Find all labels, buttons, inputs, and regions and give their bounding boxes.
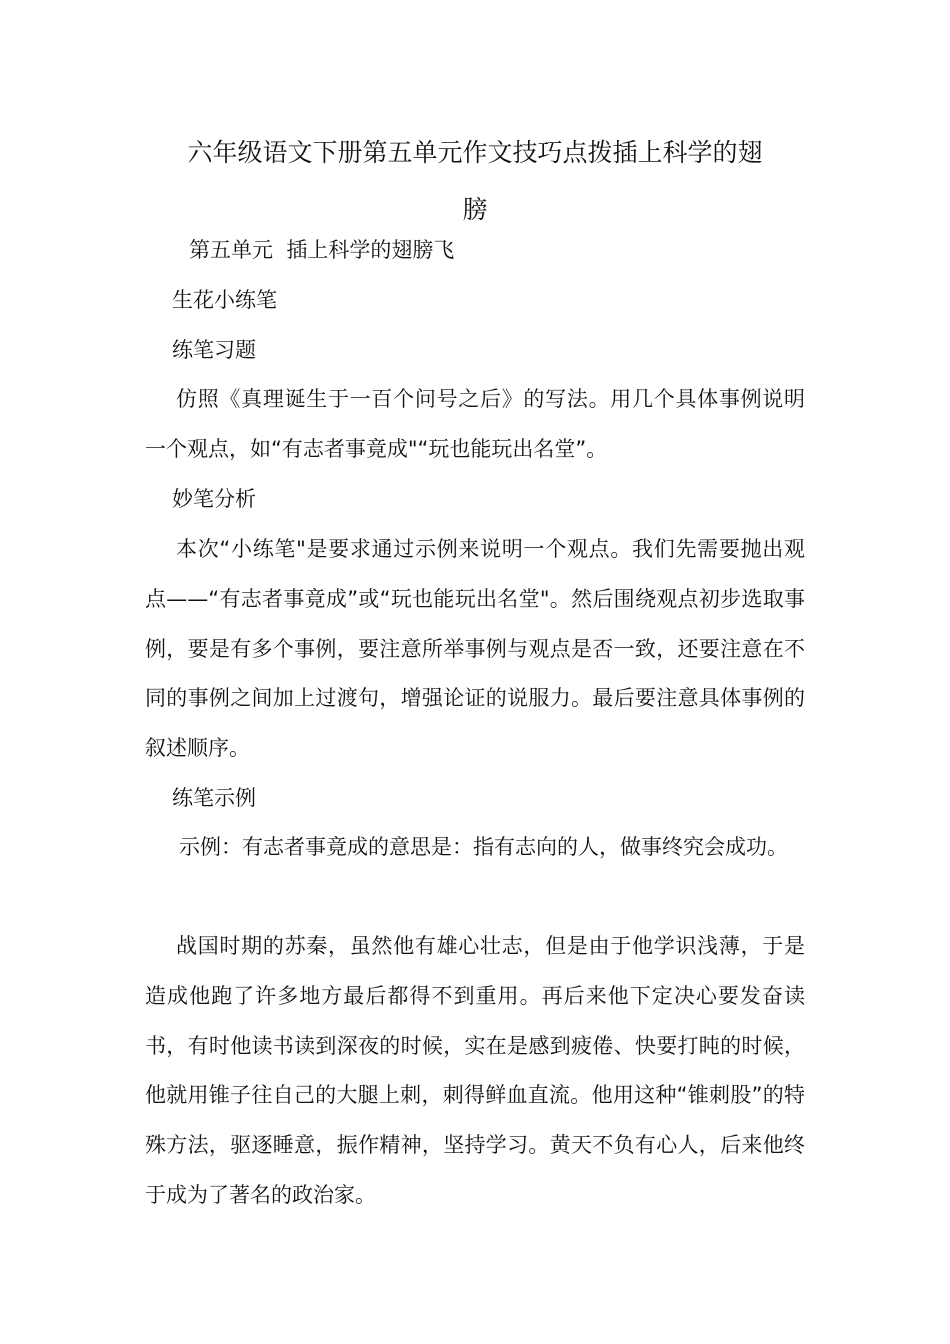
- document-title: [145, 124, 805, 238]
- paragraph-story: 战国时期的苏秦，虽然他有雄心壮志，但是由于他学识浅薄，于是造成他跑了许多地方最后都得不到重用。再后来他下定决心要发奋读书，有时他读书读到深夜的时候，实在是感到疲倦、快要打盹的时候，他就用锥子往自己的大腿上刺，刺得鲜血直流。他用这种“锥刺股”的特殊方法，驱逐睡意，振作精神，坚持学习。黄天不负有心人，后来他终于成为了著名的政治家。: [145, 934, 805, 1207]
- section-heading-practice: 生花小练笔: [172, 288, 277, 312]
- section-heading-analysis: 妙笔分析: [172, 487, 256, 511]
- unit-heading: 第五单元 插上科学的翅膀飞: [189, 238, 455, 262]
- paragraph-analysis: 本次“小练笔"是要求通过示例来说明一个观点。我们先需要抛出观点——“有志者事竟成”或“玩也能玩出名堂"。然后围绕观点初步选取事例，要是有多个事例，要注意所举事例与观点是否一致，还要注意在不同的事例之间加上过渡句，增强论证的说服力。最后要注意具体事例的叙述顺序。: [145, 537, 805, 761]
- section-heading-exercise: 练笔习题: [172, 338, 256, 362]
- section-heading-example: 练笔示例: [172, 786, 256, 810]
- paragraph-exercise: 仿照《真理诞生于一百个问号之后》的写法。用几个具体事例说明一个观点，如“有志者事竟成"“玩也能玩出名堂”。: [145, 387, 805, 461]
- title-line-2: 膀: [462, 195, 488, 224]
- paragraph-example: 示例：有志者事竟成的意思是：指有志向的人，做事终究会成功。: [179, 835, 788, 859]
- title-line-1: 六年级语文下册第五单元作文技巧点拨插上科学的翅: [187, 138, 763, 167]
